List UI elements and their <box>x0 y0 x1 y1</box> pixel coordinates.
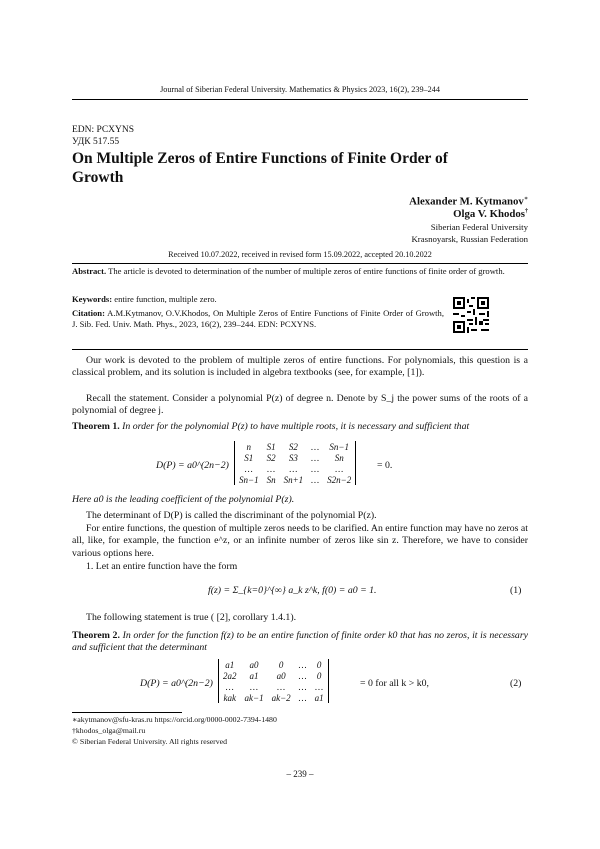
keywords-label: Keywords: <box>72 294 113 304</box>
theorem-2-text: In order for the function f(z) to be an entire function of finite order k0 that has no zeros, it is necessary and sufficient that the determinant <box>72 630 528 654</box>
determinant-1 <box>234 441 356 485</box>
udk: УДК 517.55 <box>72 137 120 147</box>
theorem-2 <box>72 630 528 655</box>
paragraph-entire: For entire functions, the question of multiple zeros needs to be clarified. An entire function may have no zeros at all, like, for example, the function e^z, or an infinite number of zeros like sin z. Therefore, we have to consider various options here. <box>72 523 528 559</box>
header-rule <box>72 99 528 100</box>
theorem-1-text: In order for the polynomial P(z) to have multiple roots, it is necessary and sufficient that <box>122 421 470 432</box>
theorem-1-label: Theorem 1. <box>72 421 120 432</box>
determinant-2 <box>218 659 329 703</box>
affiliation-line-2: Krasnoyarsk, Russian Federation <box>411 234 528 244</box>
eq1-lhs: D(P) = a0^(2n−2) <box>156 460 229 471</box>
paragraph-recall: Recall the statement. Consider a polynomial P(z) of degree n. Denote by S_j the power sums of the roots of a polynomial of degree j. <box>72 393 528 417</box>
abstract-bottom-rule <box>72 349 528 350</box>
eq2-rhs: = 0 for all k > k0, <box>360 678 430 689</box>
eq-series: f(z) = Σ_{k=0}^{∞} a_k z^k, f(0) = a0 = 1. <box>208 585 377 596</box>
author-1: Alexander M. Kytmanov∗ <box>409 195 528 208</box>
keywords <box>72 294 442 305</box>
footnote-rule <box>72 712 182 713</box>
det1-matrix: n S1 S2 … Sn−1 S1 S2 S3 … Sn … … … … … Sn−1 Sn Sn+1 … S2n−2 <box>239 441 352 485</box>
footnote-3: © Siberian Federal University. All rights reserved <box>72 737 228 746</box>
received-dates: Received 10.07.2022, received in revised form 15.09.2022, accepted 20.10.2022 <box>168 250 432 259</box>
theorem-2-label: Theorem 2. <box>72 630 120 641</box>
eq1-rhs: = 0. <box>377 460 393 471</box>
page-number: – 239 – <box>286 769 314 779</box>
theorem-1 <box>72 421 528 433</box>
paragraph-intro: Our work is devoted to the problem of multiple zeros of entire functions. For polynomials, this question is a classical problem, and its solution is included in algebra textbooks (see, for example, [1]). <box>72 355 528 379</box>
eq-number-2: (2) <box>510 678 522 689</box>
citation-text: A.M.Kytmanov, O.V.Khodos, On Multiple Zeros of Entire Functions of Finite Order of Growth, J. Sib. Fed. Univ. Math. Phys., 2023, 16(2), 239–244. EDN: PCXYNS. <box>72 308 444 329</box>
citation <box>72 308 444 330</box>
citation-label: Citation: <box>72 308 105 318</box>
eq2-lhs: D(P) = a0^(2n−2) <box>140 678 213 689</box>
eq-number-1: (1) <box>510 585 522 596</box>
paragraph-case-1: 1. Let an entire function have the form <box>86 561 238 572</box>
footnote-2: †khodos_olga@mail.ru <box>72 726 146 735</box>
det1-right-bar <box>355 441 356 485</box>
abstract <box>72 266 528 277</box>
paragraph-statement: The following statement is true ( [2], corollary 1.4.1). <box>86 612 297 623</box>
det2-right-bar <box>328 659 329 703</box>
author-2: Olga V. Khodos† <box>453 208 528 220</box>
abstract-top-rule <box>72 263 528 264</box>
abstract-text: The article is devoted to determination of the number of multiple zeros of entire functions of finite order of growth. <box>108 266 505 276</box>
qr-code-icon <box>453 297 523 345</box>
edn: EDN: PCXYNS <box>72 125 135 135</box>
affiliation-line-1: Siberian Federal University <box>430 222 528 232</box>
journal-header: Journal of Siberian Federal University. Mathematics & Physics 2023, 16(2), 239–244 <box>160 85 440 94</box>
footnote-1: ∗akytmanov@sfu-kras.ru https://orcid.org/0000-0002-7394-1480 <box>72 715 277 724</box>
theorem-1-after: Here a0 is the leading coefficient of the polynomial P(z). <box>72 494 295 505</box>
keywords-text: entire function, multiple zero. <box>114 294 217 304</box>
det2-matrix: a1 a0 0 … 0 2a2 a1 a0 … 0 … … … … … kak ak−1 ak−2 … a1 <box>223 659 324 703</box>
abstract-label: Abstract. <box>72 266 107 276</box>
paper-title: On Multiple Zeros of Entire Functions of Finite Order of Growth <box>72 150 448 186</box>
paragraph-discriminant: The determinant of D(P) is called the discriminant of the polynomial P(z). <box>86 510 377 521</box>
